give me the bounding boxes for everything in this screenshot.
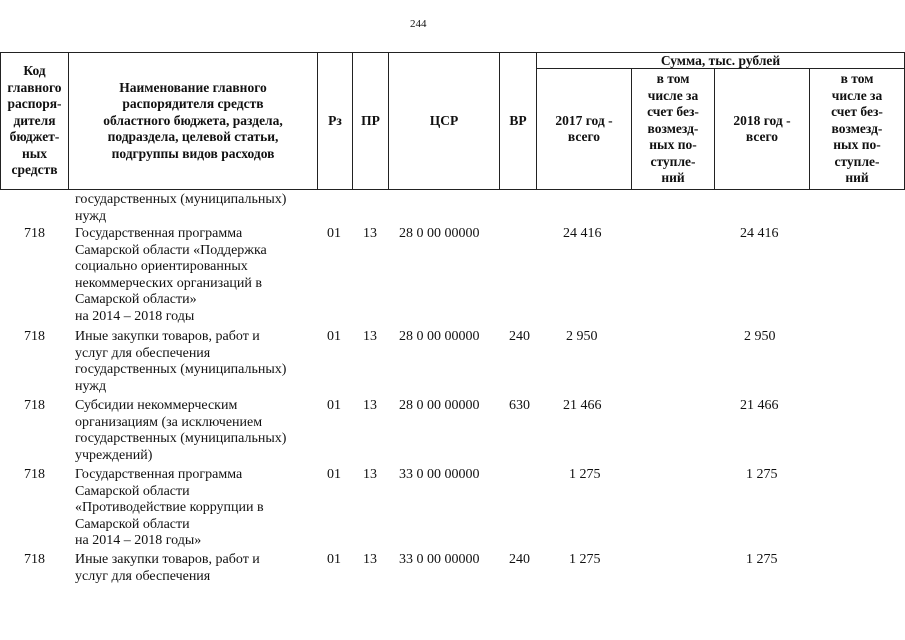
cell-2017: 1 275 [569,552,601,567]
cell-rz: 01 [327,467,341,482]
cell-vr: 240 [509,329,530,344]
cell-csr: 33 0 00 00000 [399,467,480,482]
cell-pr: 13 [363,226,377,241]
cell-rz: 01 [327,226,341,241]
header-2017-total: 2017 год - всего [536,68,632,190]
cell-pr: 13 [363,398,377,413]
header-sum: Сумма, тыс. рублей [536,52,905,69]
cell-2017: 21 466 [563,398,602,413]
cell-rz: 01 [327,552,341,567]
cell-name: Иные закупки товаров, работ и услуг для обеспечения государственных (муниципальных) нужд [75,329,287,394]
header-name: Наименование главного распорядителя средств областного бюджета, раздела, подраздела, целевой статьи, подгруппы видов расходов [68,52,318,190]
cell-2018: 21 466 [740,398,779,413]
cell-vr: 240 [509,552,530,567]
header-2017-incl: в том числе за счет без- возмезд- ных по- ступле- ний [631,68,715,190]
cell-csr: 28 0 00 00000 [399,398,480,413]
cell-name: Государственная программа Самарской области «Противодействие коррупции в Самарской области на 2014 – 2018 годы» [75,467,264,548]
cell-csr: 28 0 00 00000 [399,329,480,344]
cell-code: 718 [24,398,45,413]
header-pr: ПР [352,52,389,190]
cell-2017: 1 275 [569,467,601,482]
cell-rz: 01 [327,398,341,413]
cell-code: 718 [24,226,45,241]
cell-pr: 13 [363,467,377,482]
cell-code: 718 [24,467,45,482]
header-vr: ВР [499,52,537,190]
header-rz: Рз [317,52,353,190]
header-csr: ЦСР [388,52,500,190]
header-code: Код главного распоря- дителя бюджет- ных средств [0,52,69,190]
page-number: 244 [410,18,427,30]
header-2018-total: 2018 год - всего [714,68,810,190]
cell-2018: 24 416 [740,226,779,241]
cell-2018: 2 950 [744,329,776,344]
cell-vr: 630 [509,398,530,413]
cell-code: 718 [24,329,45,344]
cell-name: Иные закупки товаров, работ и услуг для обеспечения [75,552,260,584]
cell-pr: 13 [363,329,377,344]
cell-code: 718 [24,552,45,567]
cell-pr: 13 [363,552,377,567]
header-2018-incl: в том числе за счет без- возмезд- ных по- ступле- ний [809,68,905,190]
cell-2017: 2 950 [566,329,598,344]
cell-2017: 24 416 [563,226,602,241]
cell-csr: 28 0 00 00000 [399,226,480,241]
cell-2018: 1 275 [746,467,778,482]
cell-2018: 1 275 [746,552,778,567]
continuation-text: государственных (муниципальных) нужд [75,192,287,224]
cell-rz: 01 [327,329,341,344]
cell-csr: 33 0 00 00000 [399,552,480,567]
cell-name: Государственная программа Самарской области «Поддержка социально ориентированных некоммерческих организаций в Самарской области» на 2014 – 2018 годы [75,226,267,324]
cell-name: Субсидии некоммерческим организациям (за исключением государственных (муниципальных) учреждений) [75,398,287,463]
